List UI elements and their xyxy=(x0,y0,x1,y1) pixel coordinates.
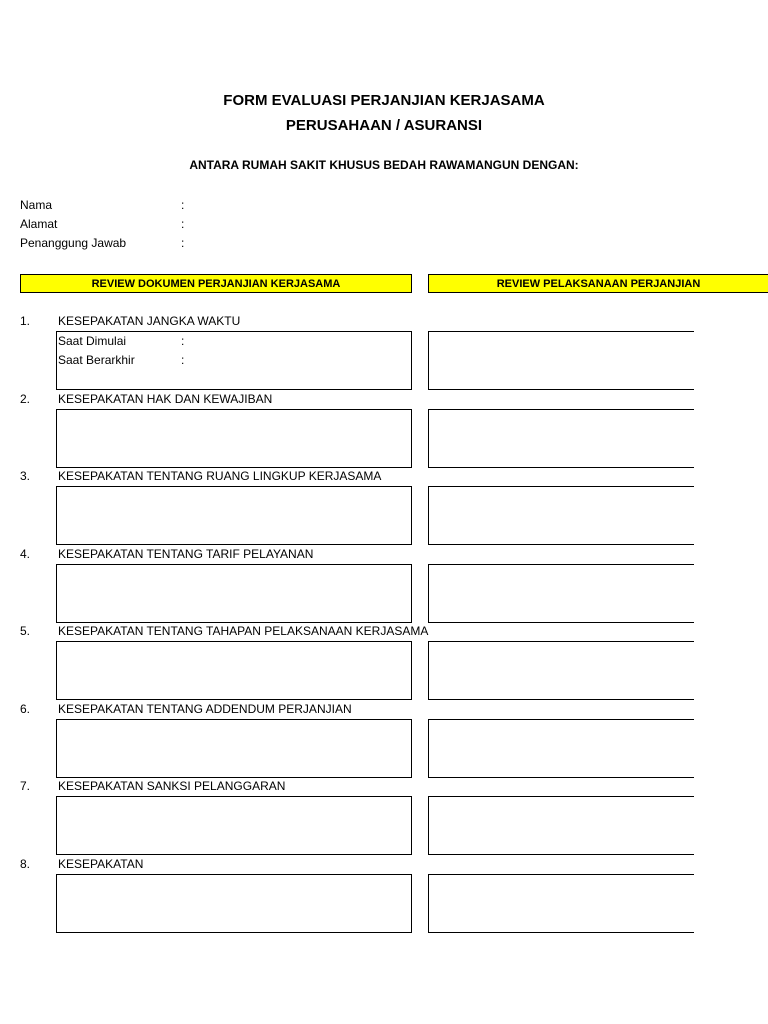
sub-label-end: Saat Berarkhir xyxy=(58,353,135,367)
document-review-box[interactable] xyxy=(56,486,412,545)
item-number: 4. xyxy=(20,547,31,561)
item-title: KESEPAKATAN SANKSI PELANGGARAN xyxy=(58,779,286,793)
item-number: 7. xyxy=(20,779,31,793)
item-number: 5. xyxy=(20,624,31,638)
implementation-review-box[interactable] xyxy=(428,641,694,700)
title-line-1: FORM EVALUASI PERJANJIAN KERJASAMA xyxy=(223,92,545,109)
right-column-header: REVIEW PELAKSANAAN PERJANJIAN xyxy=(428,274,768,293)
implementation-review-box[interactable] xyxy=(428,719,694,778)
implementation-review-box[interactable] xyxy=(428,796,694,855)
item-title: KESEPAKATAN HAK DAN KEWAJIBAN xyxy=(58,392,273,406)
title-line-2: PERUSAHAAN / ASURANSI xyxy=(285,117,483,134)
document-review-box[interactable] xyxy=(56,409,412,468)
item-title: KESEPAKATAN JANGKA WAKTU xyxy=(58,314,241,328)
document-review-box[interactable] xyxy=(56,564,412,623)
sub-label-start: Saat Dimulai xyxy=(58,334,127,348)
item-title: KESEPAKATAN TENTANG TAHAPAN PELAKSANAAN KERJASAMA xyxy=(58,624,429,638)
sub-colon-start: : xyxy=(181,334,185,348)
item-number: 3. xyxy=(20,469,31,483)
field-label-alamat: Alamat xyxy=(20,217,58,231)
item-number: 1. xyxy=(20,314,31,328)
implementation-review-box[interactable] xyxy=(428,331,694,390)
document-review-box[interactable] xyxy=(56,874,412,933)
item-number: 8. xyxy=(20,857,31,871)
field-colon-nama: : xyxy=(181,198,185,212)
implementation-review-box[interactable] xyxy=(428,874,694,933)
sub-colon-end: : xyxy=(181,353,185,367)
item-title: KESEPAKATAN TENTANG RUANG LINGKUP KERJASAMA xyxy=(58,469,382,483)
item-title: KESEPAKATAN TENTANG ADDENDUM PERJANJIAN xyxy=(58,702,352,716)
document-review-box[interactable] xyxy=(56,331,412,390)
document-review-box[interactable] xyxy=(56,719,412,778)
field-label-nama: Nama xyxy=(20,198,53,212)
field-label-penanggung-jawab: Penanggung Jawab xyxy=(20,236,127,250)
implementation-review-box[interactable] xyxy=(428,409,694,468)
field-colon-penanggung-jawab: : xyxy=(181,236,185,250)
item-number: 6. xyxy=(20,702,31,716)
item-title: KESEPAKATAN xyxy=(58,857,144,871)
form-subtitle: ANTARA RUMAH SAKIT KHUSUS BEDAH RAWAMANGUN DENGAN: xyxy=(189,158,579,172)
field-colon-alamat: : xyxy=(181,217,185,231)
document-review-box[interactable] xyxy=(56,641,412,700)
document-review-box[interactable] xyxy=(56,796,412,855)
left-column-header: REVIEW DOKUMEN PERJANJIAN KERJASAMA xyxy=(20,274,412,293)
implementation-review-box[interactable] xyxy=(428,486,694,545)
item-number: 2. xyxy=(20,392,31,406)
item-title: KESEPAKATAN TENTANG TARIF PELAYANAN xyxy=(58,547,314,561)
implementation-review-box[interactable] xyxy=(428,564,694,623)
